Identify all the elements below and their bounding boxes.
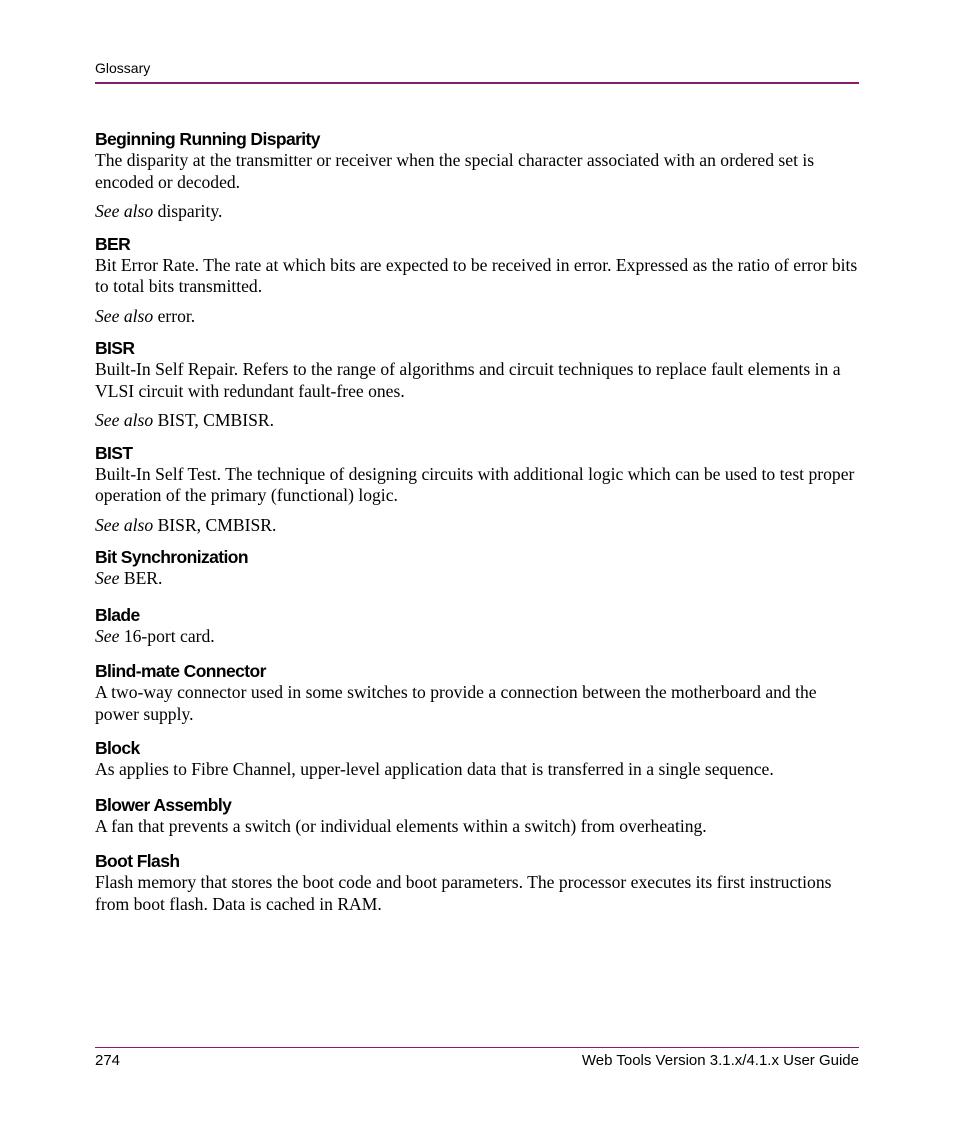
glossary-entry xyxy=(95,337,859,432)
see-also-ref: error. xyxy=(157,305,196,326)
see-also xyxy=(95,410,859,432)
glossary-definition: As applies to Fibre Channel, upper-level application data that is transferred in a single sequence. xyxy=(95,759,774,779)
glossary-term: Blower Assembly xyxy=(95,794,232,815)
glossary-entry xyxy=(95,737,859,781)
see-reference xyxy=(95,626,859,648)
see-also-ref: disparity. xyxy=(157,201,223,221)
glossary-definition: Bit Error Rate. The rate at which bits are expected to be received in error. Expressed as the ratio of error bits to total bits transmitted. xyxy=(95,254,858,296)
glossary-term: Beginning Running Disparity xyxy=(95,129,320,149)
header-rule xyxy=(95,82,859,84)
glossary-term: Boot Flash xyxy=(95,851,180,871)
see-also-label: See also xyxy=(95,201,154,221)
glossary-definition: Built-In Self Repair. Refers to the range of algorithms and circuit techniques to replace fault elements in a VLSI circuit with redundant fault-free ones. xyxy=(95,359,841,401)
see-also-label: See also xyxy=(95,305,154,326)
glossary-definition: The disparity at the transmitter or receiver when the special character associated with an ordered set is encoded or decoded. xyxy=(95,150,815,192)
footer-rule xyxy=(95,1047,859,1048)
see-also-label: See also xyxy=(95,514,154,535)
see-also xyxy=(95,201,859,223)
glossary-definition: Flash memory that stores the boot code and boot parameters. The processor executes its first instructions from boot flash. Data is cached in RAM. xyxy=(95,872,832,914)
glossary-term: BISR xyxy=(95,338,135,358)
see-ref: 16-port card. xyxy=(123,625,215,646)
glossary-entry xyxy=(95,128,859,223)
see-also xyxy=(95,515,859,537)
see-also xyxy=(95,306,859,328)
glossary-entry xyxy=(95,546,859,590)
glossary-entry xyxy=(95,850,859,915)
glossary-entry xyxy=(95,442,859,537)
glossary-definition: A fan that prevents a switch (or individual elements within a switch) from overheating. xyxy=(95,815,707,836)
glossary-term: BIST xyxy=(95,442,133,463)
glossary-term: Blade xyxy=(95,604,140,625)
glossary-content xyxy=(95,128,859,915)
see-also-ref: BIST, CMBISR. xyxy=(157,410,275,430)
see-label: See xyxy=(95,568,120,588)
see-label: See xyxy=(95,625,120,646)
glossary-term: Block xyxy=(95,738,140,758)
document-title: Web Tools Version 3.1.x/4.1.x User Guide xyxy=(581,1052,859,1069)
see-ref: BER. xyxy=(123,568,163,588)
glossary-entry xyxy=(95,604,859,648)
glossary-term: BER xyxy=(95,233,131,254)
see-also-label: See also xyxy=(95,410,154,430)
glossary-definition: Built-In Self Test. The technique of designing circuits with additional logic which can be used to test proper operation of the primary (functional) logic. xyxy=(95,463,855,505)
glossary-entry xyxy=(95,794,859,838)
glossary-entry xyxy=(95,660,859,725)
glossary-entry xyxy=(95,233,859,328)
glossary-definition: A two-way connector used in some switches to provide a connection between the motherboard and the power supply. xyxy=(95,682,817,724)
glossary-term: Blind-mate Connector xyxy=(95,661,266,681)
page-number: 274 xyxy=(95,1052,121,1069)
see-also-ref: BISR, CMBISR. xyxy=(157,514,277,535)
running-header: Glossary xyxy=(95,60,151,76)
see-reference xyxy=(95,568,859,590)
glossary-term: Bit Synchronization xyxy=(95,547,248,567)
